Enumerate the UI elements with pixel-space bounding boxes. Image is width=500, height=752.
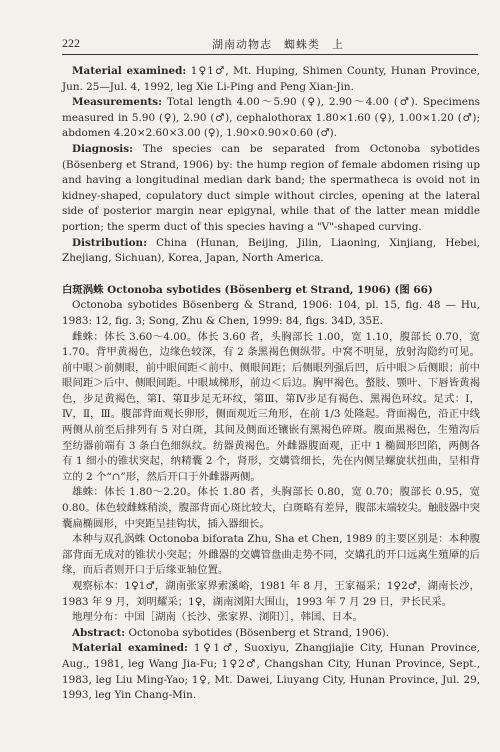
material-examined-label: Material examined: [72, 65, 187, 77]
abstract-label: Abstract: [72, 626, 126, 639]
page-content [62, 64, 480, 704]
synonymy-paragraph: Octonoba sybotides Bösenberg & Strand, 1906: 104, pl. 15, fig. 48 — Hu, 1983: 12, fig. 3; Song, Zhu & Chen, 1999: 84, figs. 34D, 35E. [62, 299, 480, 327]
diagnosis-label: Diagnosis: [72, 142, 133, 155]
species-title: 白斑涡蛛 Octonoba sybotides (Bösenberg et Strand, 1906) (图 66) [62, 283, 433, 296]
diagnosis-text: The species can be separated from Octonoba sybotides (Bösenberg et Strand, 1906) by: the hump region of female abdomen rising up and having a longitudinal median dark band; the spermatheca is ovoid not in kidney-shaped, copulatory duct simple without circles, opening at the lateral side of posterior margin near epigynal, while that of the latter mean middle portion; the sperm duct of this species having a "V"-shaped curving. [62, 142, 480, 233]
distribution-label: Distribution: [72, 236, 147, 249]
cn-material-paragraph: 观察标本：1♀1♂，湖南张家界索溪峪，1981 年 8 月，王家福采；1♀2♂，湖南长沙，1983 年 9 月，刘明耀采；1♀，湖南浏阳大围山，1993 年 7 月 29 日，尹长民采。 [62, 580, 480, 608]
abstract-paragraph [62, 626, 480, 642]
material-examined-2-paragraph [62, 641, 480, 703]
comparison-paragraph: 本种与双孔涡蛛 Octonoba biforata Zhu, Sha et Chen, 1989 的主要区别是：本种腹部背面无成对的锥状小突起；外雌器的交媾管盘曲走势不同，交媾孔的开口远离生殖厣的后缘，而后者则开口于后缘亚轴位置。 [62, 533, 480, 577]
material-examined-2-text: 1♀1♂, Suoxiyu, Zhangjiajie City, Hunan Province, Aug., 1981, leg Wang Jia-Fu; 1♀2♂, Changshan City, Hunan Province, Sept., 1983, leg Liu Ming-Yao; 1♀, Mt. Dawei, Liuyang City, Hunan Province, Jul. 29, 1993, leg Yin Chang-Min. [62, 642, 480, 702]
measurements-paragraph [62, 95, 480, 142]
measurements-label: Measurements: [72, 96, 162, 109]
page-number: 222 [62, 36, 80, 50]
material-examined-text: 1♀1♂, Mt. Huping, Shimen County, Hunan Province, Jun. 25—Jul. 4, 1992, leg Xie Li-Ping and Peng Xian-Jin. [62, 65, 480, 93]
male-description: 雄蛛：体长 1.80～2.20。体长 1.80 者，头胸部长 0.80，宽 0.70；腹部长 0.95，宽 0.80。体色较雌蛛稍淡，腹部背面心斑比较大，白斑略有差异，腹部末端较尖。触肢器中突囊扁椭圆形，中突距呈挂钩状，插入器细长。 [62, 486, 480, 530]
material-examined-paragraph [62, 64, 480, 95]
female-description: 雌蛛：体长 3.60～4.00。体长 3.60 者，头胸部长 1.00，宽 1.10，腹部长 0.70，宽 1.70。背甲黄褐色，边缘色较深，有 2 条黑褐色侧纵带。中窝不明显，放射沟隐约可见。前中眼＞前侧眼，前中眼间距＜前中、侧眼间距；后侧眼列强后凹，后中眼＞后侧眼；前中眼间距＞后中、侧眼间距。中眼域梯形，前边＜后边。胸甲褐色。螯肢、颚叶、下唇皆黄褐色，步足黄褐色，第Ⅰ、第Ⅱ步足无环纹，第Ⅲ、第Ⅳ步足有褐色、黑褐色环纹。足式：Ⅰ，Ⅳ，Ⅱ，Ⅲ。腹部背面观长卵形，侧面观近三角形，在前 1/3 处隆起。背面褐色，沿正中线两侧从前至后排列有 5 对白斑，其间及侧面还镶嵌有黑褐色碎斑。腹面黑褐色，生殖沟后至纺器前端有 3 条白色细纵纹。纺器黄褐色。外雌器腹面观，正中 1 椭圆形凹陷，两侧各有 1 细小的锥状突起，纳精囊 2 个，肾形，交媾管细长，先在内侧呈螺旋状扭曲，呈相背立的 2 个“∩”形，然后开口于外雌器两侧。 [62, 330, 480, 483]
page-header [62, 34, 478, 55]
running-title: 湖南动物志 蜘蛛类 上 [212, 38, 344, 51]
measurements-text: Total length 4.00～5.90 (♀), 2.90～4.00 (♂). Specimens measured in 5.90 (♀), 2.90 (♂), cephalothorax 1.80×1.60 (♀), 1.00×1.20 (♂); abdomen 4.20×2.60×3.00 (♀), 1.90×0.90×0.60 (♂). [62, 96, 480, 140]
distribution-paragraph [62, 236, 480, 267]
cn-distribution-paragraph: 地理分布：中国［湖南（长沙、张家界、浏阳）］，韩国、日本。 [72, 611, 363, 624]
distribution-text: China (Hunan, Beijing, Jilin, Liaoning, Xinjiang, Hebei, Zhejiang, Sichuan), Korea, Japan, North America. [62, 236, 480, 265]
abstract-text: Octonoba sybotides (Bösenberg et Strand, 1906). [125, 626, 390, 639]
material-examined-2-label: Material examined: [72, 642, 188, 655]
diagnosis-paragraph [62, 142, 480, 236]
